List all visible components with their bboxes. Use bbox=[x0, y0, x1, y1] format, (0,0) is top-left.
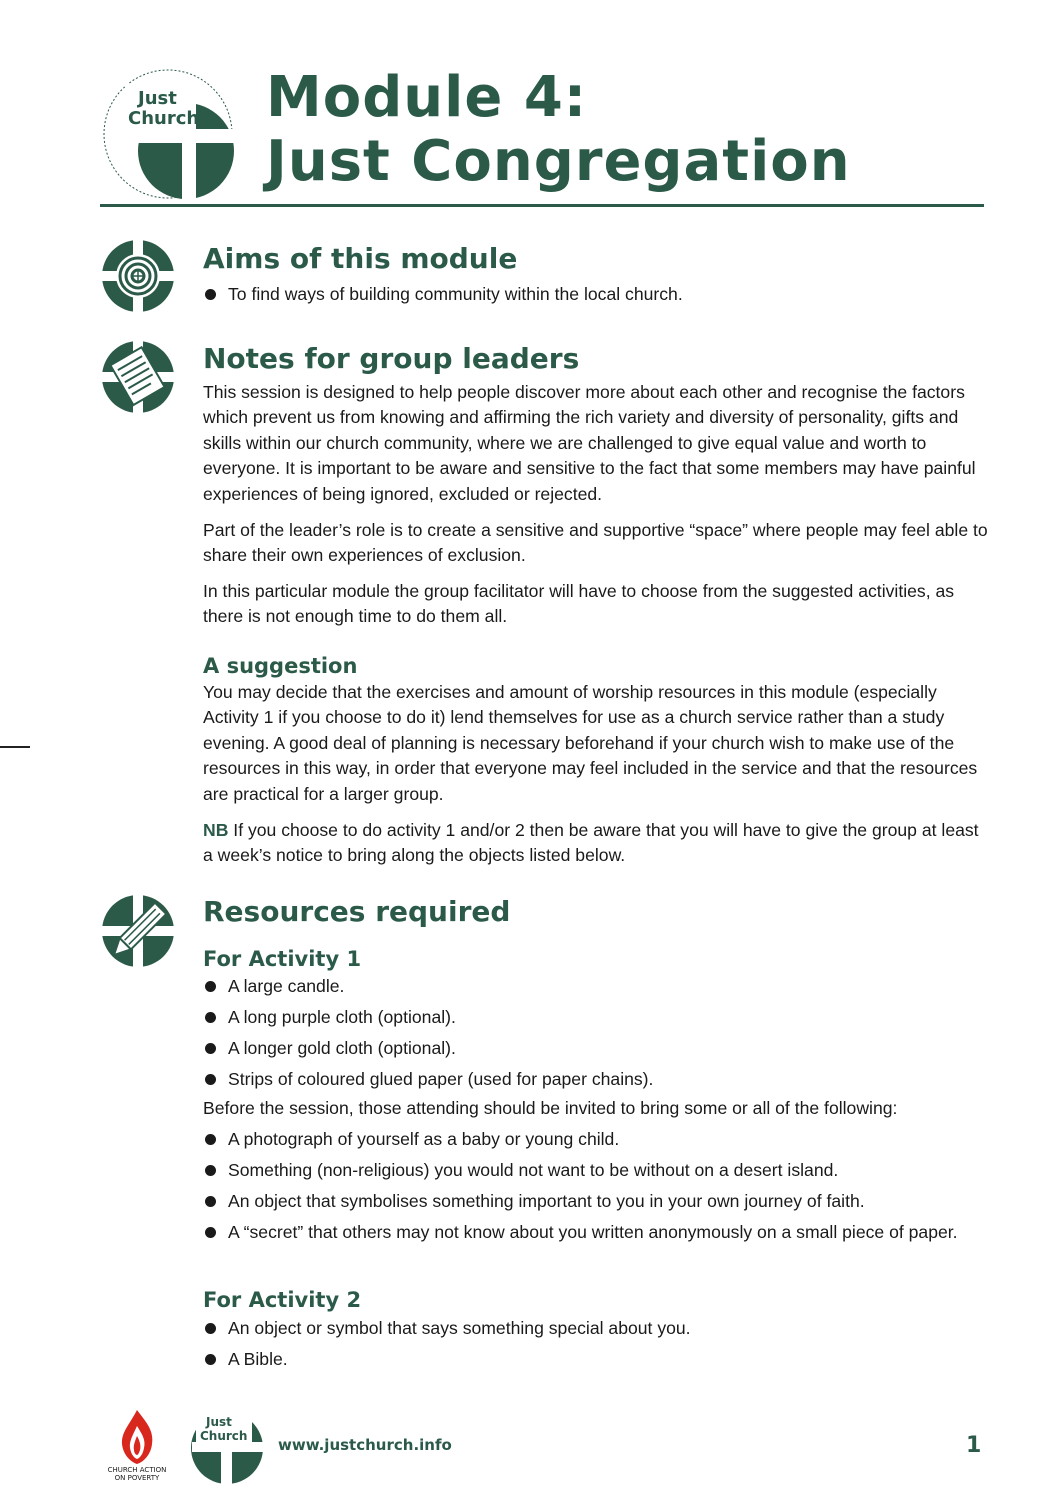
list-item: A photograph of yourself as a baby or young child. bbox=[203, 1127, 988, 1152]
title-line-1: Module 4: bbox=[266, 65, 588, 130]
footer-logo-just: Just bbox=[206, 1415, 232, 1429]
aims-list bbox=[203, 282, 988, 313]
suggestion-paragraph: You may decide that the exercises and amount of worship resources in this module (especially Activity 1 if you choose to do it) lend themselves for use as a church service rather than a study evening. A good deal of planning is necessary beforehand if your church wish to make use of the resources in this way, in order that everyone may feel included in the service and that the resources are practical for a larger group. bbox=[203, 682, 978, 804]
logo-text-church: Church bbox=[128, 108, 200, 129]
notepad-icon bbox=[100, 339, 176, 415]
just-church-footer-logo bbox=[186, 1408, 268, 1484]
list-item: A longer gold cloth (optional). bbox=[203, 1036, 988, 1061]
notes-paragraph-1: This session is designed to help people discover more about each other and recognise the factors which prevent us from knowing and affirming the rich variety and diversity of personality, gifts and skills within our church community, where we are challenged to give equal value and worth to everyone. It is important to be aware and sensitive to the fact that some members may have painful experiences of being ignored, excluded or rejected. bbox=[203, 382, 976, 504]
list-item: An object that symbolises something important to you in your own journey of faith. bbox=[203, 1189, 988, 1214]
nb-label: NB bbox=[203, 820, 229, 840]
page-title bbox=[266, 66, 851, 194]
cap-text-1: CHURCH ACTION bbox=[107, 1466, 167, 1474]
list-item: To find ways of building community within the local church. bbox=[203, 282, 988, 307]
list-item: Strips of coloured glued paper (used for paper chains). bbox=[203, 1067, 988, 1092]
margin-mark bbox=[0, 746, 30, 748]
list-item: A large candle. bbox=[203, 974, 988, 999]
list-item: A Bible. bbox=[203, 1347, 988, 1372]
activity1-intro: Before the session, those attending should be invited to bring some or all of the following: bbox=[203, 1098, 898, 1118]
footer-logo-church: Church bbox=[200, 1429, 248, 1443]
just-church-logo bbox=[96, 66, 241, 201]
list-item: A long purple cloth (optional). bbox=[203, 1005, 988, 1030]
activity2-heading: For Activity 2 bbox=[203, 1288, 362, 1312]
list-item: A “secret” that others may not know about you written anonymously on a small piece of paper. bbox=[203, 1220, 988, 1245]
activity2-list bbox=[203, 1316, 988, 1378]
nb-text: If you choose to do activity 1 and/or 2 then be aware that you will have to give the group at least a week’s notice to bring along the objects listed below. bbox=[203, 820, 979, 866]
list-item: An object or symbol that says something special about you. bbox=[203, 1316, 988, 1341]
activity1-heading: For Activity 1 bbox=[203, 947, 362, 971]
notes-heading: Notes for group leaders bbox=[203, 342, 580, 375]
nb-paragraph bbox=[203, 818, 988, 869]
list-item: Something (non-religious) you would not want to be without on a desert island. bbox=[203, 1158, 988, 1183]
notes-paragraph-3: In this particular module the group facilitator will have to choose from the suggested activities, as there is not enough time to do them all. bbox=[203, 581, 955, 627]
pencil-icon bbox=[100, 893, 176, 969]
aims-heading: Aims of this module bbox=[203, 242, 518, 275]
target-icon bbox=[100, 238, 176, 314]
notes-paragraph-2: Part of the leader’s role is to create a sensitive and supportive “space” where people may feel able to share their own experiences of exclusion. bbox=[203, 520, 988, 566]
header-divider bbox=[100, 204, 984, 207]
footer-website-link[interactable]: www.justchurch.info bbox=[278, 1436, 452, 1454]
church-action-on-poverty-logo bbox=[104, 1408, 170, 1482]
page-number: 1 bbox=[966, 1433, 982, 1458]
logo-text-just: Just bbox=[138, 88, 177, 109]
activity1-list bbox=[203, 974, 988, 1098]
suggestion-heading: A suggestion bbox=[203, 654, 358, 678]
title-line-2: Just Congregation bbox=[266, 129, 851, 194]
bring-list bbox=[203, 1127, 988, 1251]
cap-text-2: ON POVERTY bbox=[114, 1474, 160, 1482]
resources-heading: Resources required bbox=[203, 895, 511, 928]
